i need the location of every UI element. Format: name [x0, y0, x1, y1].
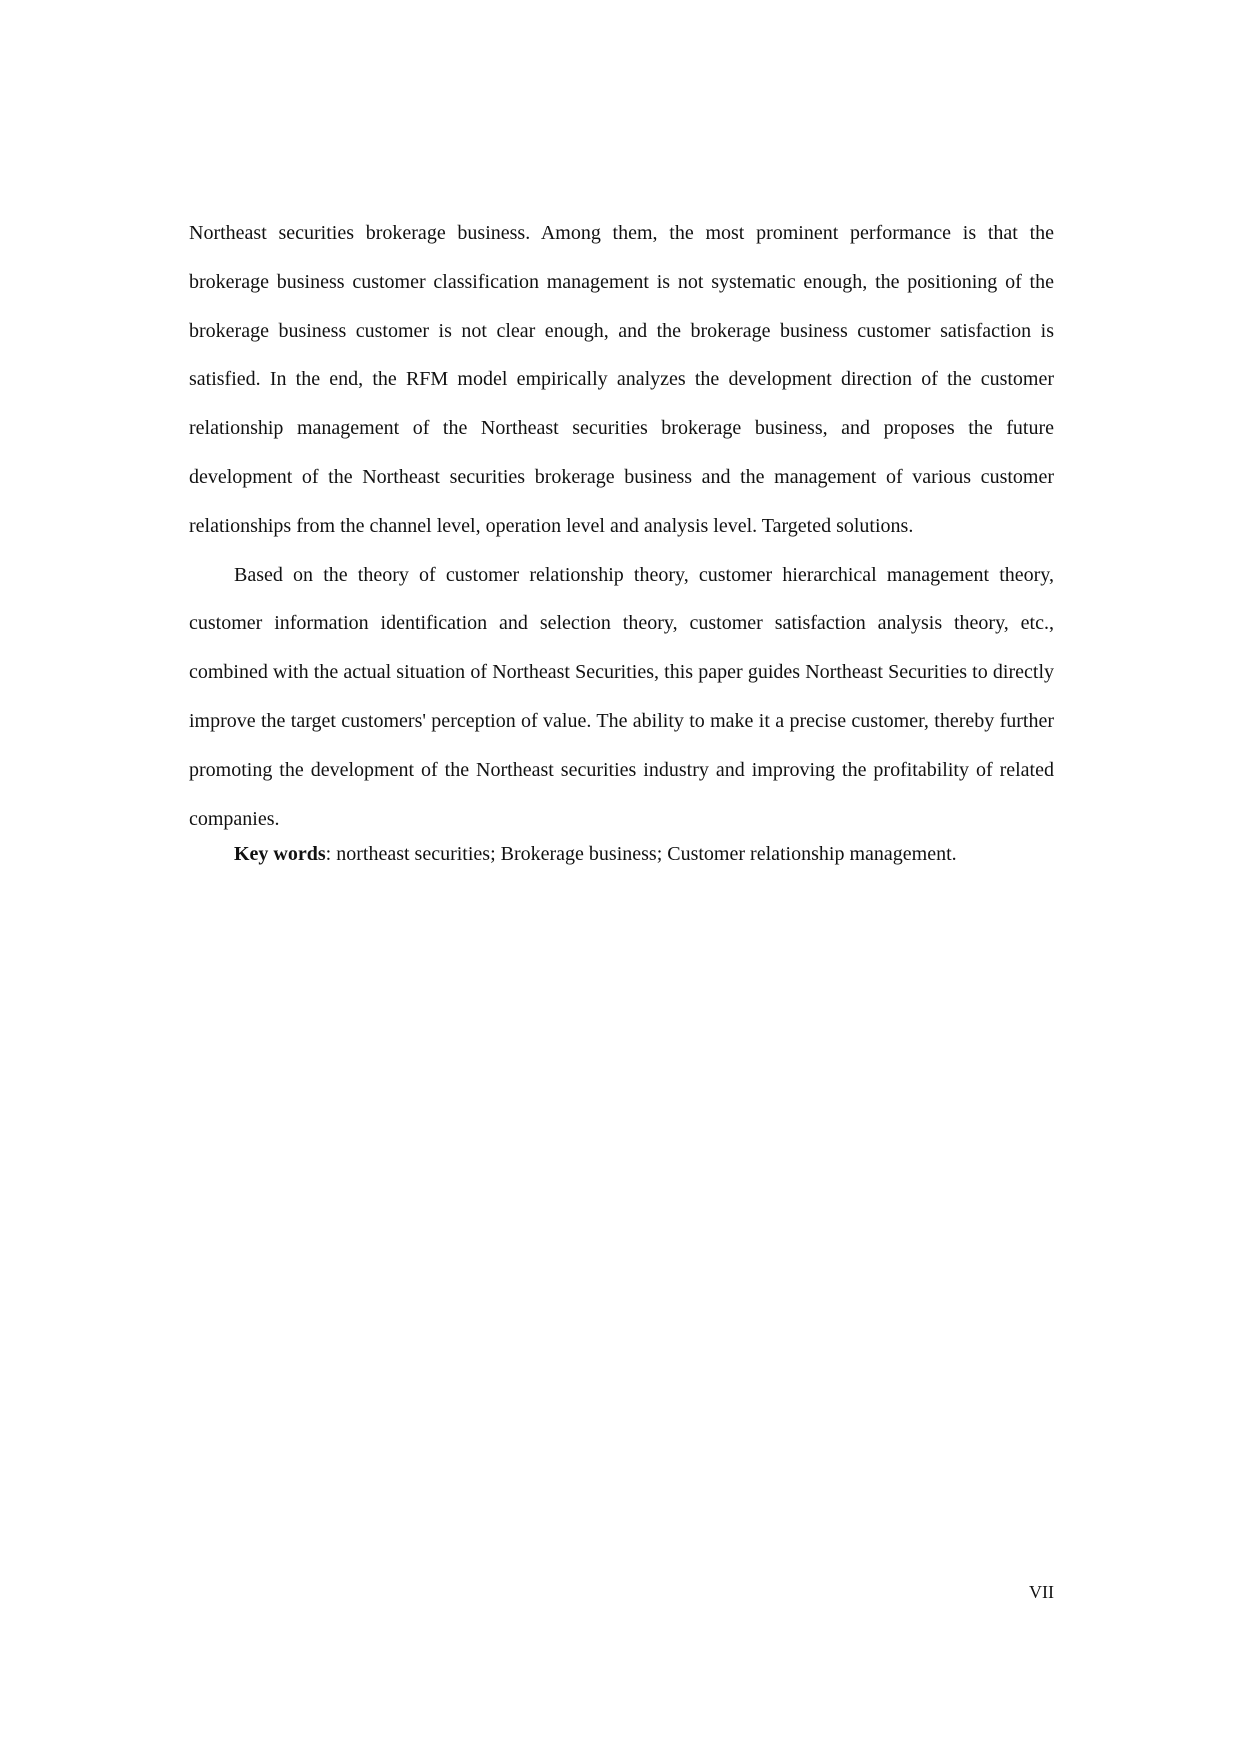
keywords-label: Key words — [234, 843, 326, 866]
keywords-text: : northeast securities; Brokerage business; Customer relationship management. — [325, 843, 957, 866]
abstract-body — [189, 209, 1054, 871]
abstract-paragraph-1: Northeast securities brokerage business. Among them, the most prominent performance is that the brokerage business customer classification management is not systematic enough, the positioning of the brokerage business customer is not clear enough, and the brokerage business customer satisfaction is satisfied. In the end, the RFM model empirically analyzes the development direction of the customer relationship management of the Northeast securities brokerage business, and proposes the future development of the Northeast securities brokerage business and the management of various customer relationships from the channel level, operation level and analysis level. Targeted solutions. — [189, 222, 1054, 537]
abstract-paragraph-2: Based on the theory of customer relationship theory, customer hierarchical management theory, customer information identification and selection theory, customer satisfaction analysis theory, etc., combined with the actual situation of Northeast Securities, this paper guides Northeast Securities to directly improve the target customers' perception of value. The ability to make it a precise customer, thereby further promoting the development of the Northeast securities industry and improving the profitability of related companies. — [189, 563, 1054, 830]
keywords-line — [189, 837, 1054, 871]
page-number: VII — [1029, 1582, 1054, 1602]
